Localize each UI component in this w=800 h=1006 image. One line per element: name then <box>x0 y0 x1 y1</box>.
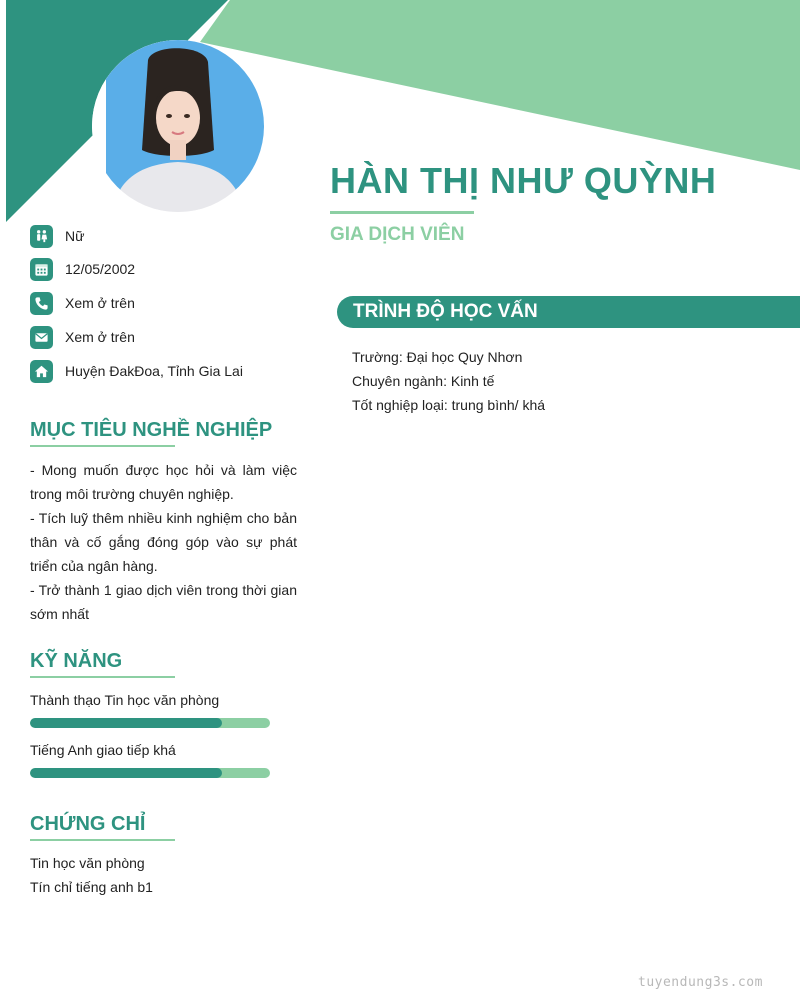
skill-bar <box>30 768 270 778</box>
home-icon <box>30 360 53 383</box>
objective-line: - Mong muốn được học hỏi và làm việc trong môi trường chuyên nghiệp. <box>30 462 297 502</box>
skill-label: Tiếng Anh giao tiếp khá <box>30 742 176 758</box>
name-underline <box>330 211 474 214</box>
certificate-item: Tin học văn phòng <box>30 855 145 871</box>
education-title: TRÌNH ĐỘ HỌC VẤN <box>353 301 538 322</box>
contact-text: Nữ <box>65 228 85 244</box>
full-name: HÀN THỊ NHƯ QUỲNH <box>330 160 717 201</box>
job-position: GIA DỊCH VIÊN <box>330 224 465 245</box>
education-school: Trường: Đại học Quy Nhơn <box>352 349 523 365</box>
skills-title-underline <box>30 676 175 678</box>
contact-address <box>30 359 320 383</box>
calendar-icon <box>30 258 53 281</box>
objective-title-underline <box>30 445 175 447</box>
skill-bar-fill <box>30 768 222 778</box>
skill-bar <box>30 718 270 728</box>
gender-icon <box>30 225 53 248</box>
objective-line: - Trở thành 1 giao dịch viên trong thời gian sớm nhất <box>30 582 297 622</box>
phone-icon <box>30 292 53 315</box>
email-icon <box>30 326 53 349</box>
education-major: Chuyên ngành: Kinh tế <box>352 373 495 389</box>
certificate-item: Tín chỉ tiếng anh b1 <box>30 879 153 895</box>
objective-text <box>30 458 297 626</box>
contact-birthday <box>30 257 320 281</box>
top-right-accent-shape <box>200 0 800 170</box>
skill-bar-fill <box>30 718 222 728</box>
avatar <box>92 40 264 212</box>
certificates-title-underline <box>30 839 175 841</box>
certificates-title: CHỨNG CHỈ <box>30 813 146 835</box>
education-banner <box>337 296 800 328</box>
contact-gender <box>30 224 320 248</box>
objective-line: - Tích luỹ thêm nhiều kinh nghiệm cho bản thân và cố gắng đóng góp vào sự phát triển của ngân hàng. <box>30 510 297 574</box>
contact-phone <box>30 291 320 315</box>
watermark: tuyendung3s.com <box>638 975 763 990</box>
education-grade: Tốt nghiệp loại: trung bình/ khá <box>352 397 546 413</box>
contact-text: Huyện ĐakĐoa, Tỉnh Gia Lai <box>65 363 243 379</box>
contact-text: Xem ở trên <box>65 329 135 345</box>
skills-title: KỸ NĂNG <box>30 650 123 672</box>
contact-email <box>30 325 320 349</box>
contact-text: Xem ở trên <box>65 295 135 311</box>
skill-label: Thành thạo Tin học văn phòng <box>30 692 220 708</box>
contact-text: 12/05/2002 <box>65 261 136 277</box>
objective-title: MỤC TIÊU NGHỀ NGHIỆP <box>30 419 273 441</box>
